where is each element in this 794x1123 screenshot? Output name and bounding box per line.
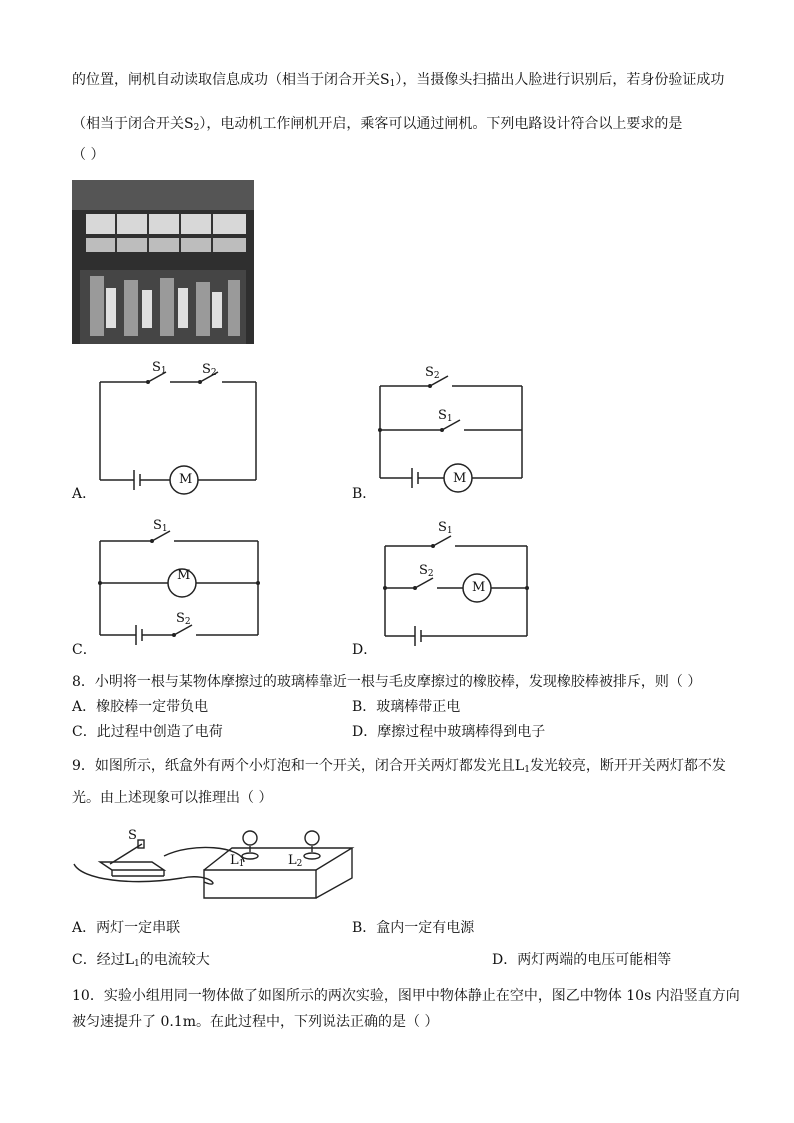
q9-option-d: D．两灯两端的电压可能相等 (492, 952, 672, 968)
q10-stem-line2: 被匀速提升了 0.1m。在此过程中，下列说法正确的是（ ） (72, 1014, 439, 1030)
q10-stem-line1: 10．实验小组用同一物体做了如图所示的两次实验，图甲中物体静止在空中，图乙中物体 10s 内沿竖直方向 (72, 988, 740, 1004)
q7-option-a: A． (72, 486, 97, 502)
q7-stem-line2: （相当于闭合开关$S_2$），电动机工作闸机开启，乘客可以通过闸机。下列电路设计符合以上要求的是 (72, 116, 683, 133)
q9-box-figure (72, 820, 372, 900)
q8-option-d: D．摩擦过程中玻璃棒得到电子 (352, 724, 546, 740)
circuit-c-s1-label: $S_1$ (153, 518, 168, 534)
q7-option-d: D． (352, 642, 378, 658)
q9-stem-line2: 光。由上述现象可以推理出（ ） (72, 790, 273, 806)
circuit-b-motor-label: M (453, 471, 467, 486)
q9-option-b: B．盒内一定有电源 (352, 920, 475, 936)
q9-lamp1-label: $L_1$ (230, 853, 245, 869)
q7-answer-paren: （ ） (72, 147, 105, 163)
q9-option-c: C．经过$L_1$的电流较大 (72, 952, 210, 969)
q7-option-c: C． (72, 642, 97, 658)
q8-option-b: B．玻璃棒带正电 (352, 699, 461, 715)
q9-option-a: A．两灯一定串联 (72, 920, 181, 936)
gate-machine-photo (72, 180, 254, 344)
q8-option-a: A．橡胶棒一定带负电 (72, 699, 209, 715)
circuit-b-s2-label: $S_2$ (425, 365, 440, 381)
circuit-b-s1-label: $S_1$ (438, 408, 453, 424)
q8-option-c: C．此过程中创造了电荷 (72, 724, 223, 740)
q9-lamp2-label: $L_2$ (288, 853, 303, 869)
circuit-a-s2-label: $S_2$ (202, 362, 217, 378)
circuit-a-s1-label: $S_1$ (152, 360, 167, 376)
circuit-d-motor-label: M (472, 580, 486, 595)
circuit-d (385, 540, 545, 640)
circuit-a (100, 360, 290, 495)
q9-stem-line1: 9．如图所示，纸盒外有两个小灯泡和一个开关，闭合开关两灯都发光且$L_1$发光较亮，断开开关两灯都不发 (72, 758, 726, 775)
q7-option-b: B． (352, 486, 377, 502)
circuit-d-s1-label: $S_1$ (438, 520, 453, 536)
circuit-d-s2-label: $S_2$ (419, 563, 434, 579)
q8-stem: 8．小明将一根与某物体摩擦过的玻璃棒靠近一根与毛皮摩擦过的橡胶棒，发现橡胶棒被排斥，则（ ） (72, 674, 702, 690)
q9-switch-label: S (128, 828, 137, 843)
q7-stem-line1: 的位置，闸机自动读取信息成功（相当于闭合开关$S_1$），当摄像头扫描出人脸进行识别后，若身份验证成功 (72, 72, 725, 89)
gate-photo-drawing (72, 180, 254, 344)
circuit-c-s2-label: $S_2$ (176, 611, 191, 627)
circuit-a-motor-label: M (179, 472, 193, 487)
circuit-c-motor-label: M (177, 568, 191, 583)
